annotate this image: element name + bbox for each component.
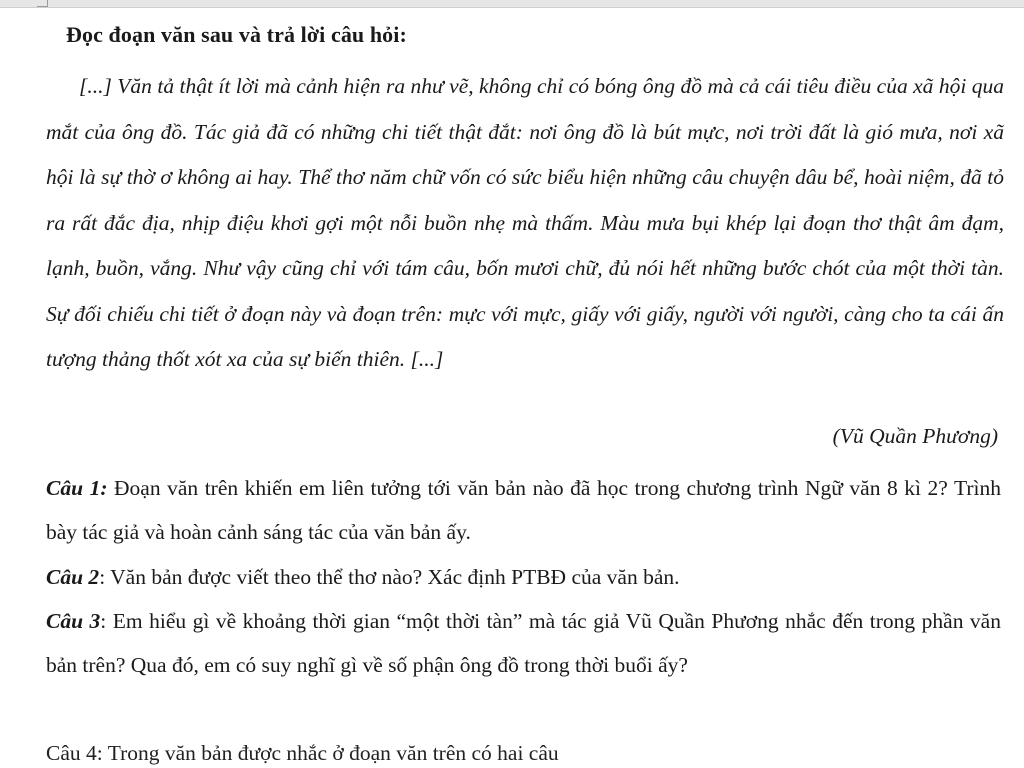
question-3	[46, 599, 1001, 687]
question-1-label: Câu 1:	[46, 476, 108, 500]
question-1-text: Đoạn văn trên khiến em liên tưởng tới văn bản nào đã học trong chương trình Ngữ văn 8 kì 2? Trình bày tác giả và hoàn cảnh sáng tác của văn bản ấy.	[46, 476, 1001, 544]
cut-off-next-question: Câu 4: Trong văn bản được nhắc ở đoạn văn trên có hai câu	[46, 741, 559, 765]
question-2	[46, 555, 1001, 599]
passage-author: (Vũ Quần Phương)	[832, 424, 998, 448]
question-2-label: Câu 2	[46, 565, 100, 589]
question-3-text: : Em hiểu gì về khoảng thời gian “một thời tàn” mà tác giả Vũ Quần Phương nhắc đến trong phần văn bản trên? Qua đó, em có suy nghĩ gì về số phận ông đồ trong thời buổi ấy?	[46, 609, 1001, 677]
question-2-text: : Văn bản được viết theo thể thơ nào? Xác định PTBĐ của văn bản.	[99, 565, 680, 589]
reading-passage: [...] Văn tả thật ít lời mà cảnh hiện ra như vẽ, không chỉ có bóng ông đồ mà cả cái tiêu điều của xã hội qua mắt của ông đồ. Tác giả đã có những chi tiết thật đắt: nơi ông đồ là bút mực, nơi trời đất là gió mưa, nơi xã hội là sự thờ ơ không ai hay. Thể thơ năm chữ vốn có sức biểu hiện những câu chuyện dâu bể, hoài niệm, đã tỏ ra rất đắc địa, nhịp điệu khơi gợi một nỗi buồn nhẹ mà thấm. Màu mưa bụi khép lại đoạn thơ thật âm đạm, lạnh, buồn, vắng. Như vậy cũng chỉ với tám câu, bốn mươi chữ, đủ nói hết những bước chót của một thời tàn. Sự đối chiếu chi tiết ở đoạn này và đoạn trên: mực với mực, giấy với giấy, người với người, càng cho ta cái ấn tượng thảng thốt xót xa của sự biến thiên. [...]	[46, 74, 1004, 371]
question-3-label: Câu 3	[46, 609, 101, 633]
instruction-heading: Đọc đoạn văn sau và trả lời câu hỏi:	[66, 22, 407, 47]
question-1	[46, 466, 1001, 554]
